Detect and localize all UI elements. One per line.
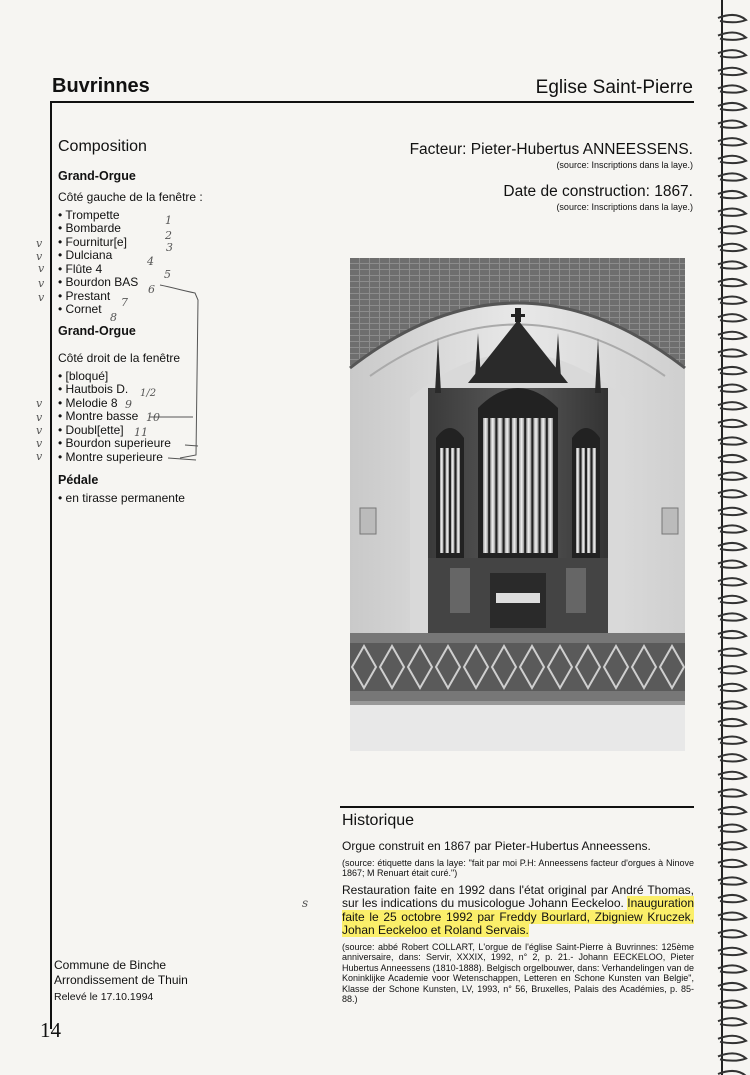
organ-pipe: [483, 418, 488, 553]
tick-mark: v: [36, 437, 43, 450]
stop-item: • Melodie 8: [58, 397, 328, 411]
history-source: (source: abbé Robert COLLART, L'orgue de l'église Saint-Pierre à Buvrinnes: 125ème anniversaire, dans: Servir, XXXIX, 1992, n° 2, p. 21.- Johann EECKELOO, Pieter Hubertus Anneessens (1810-1888). Belgisch orgelbouwer, dans: Verhandelingen van de Koninklijke Academie voor Wetenschappen, Letteren en Schone Kunsten van Belgie", Klasse der Schone Kunsten, LV, 1993, n° 56, Bruxelles, Palais des Académies, p. 85-88.): [342, 941, 694, 1004]
stop-item: • Trompette: [58, 209, 328, 223]
footer-block: [54, 958, 188, 1005]
stop-item: • Dulciana: [58, 249, 328, 263]
left-margin-rule: [50, 101, 52, 1029]
historique-rule: [340, 806, 694, 808]
stop-list: [58, 209, 328, 317]
tick-mark: v: [36, 424, 43, 437]
stop-item: • Bourdon superieure: [58, 437, 328, 451]
stop-item: • Prestant: [58, 290, 328, 304]
restoration-text: Restauration faite en 1992 dans l'état original par André Thomas, sur les indications du musicologue Johann Eeckeloo.: [342, 882, 694, 910]
date-line: Date de construction: 1867.: [503, 183, 693, 200]
organ-pipe: [587, 448, 591, 553]
margin-letter: s: [302, 896, 309, 910]
section-heading: Grand-Orgue: [58, 168, 136, 183]
stop-item: • Cornet: [58, 303, 328, 317]
spiral-binding: [716, 0, 750, 1075]
stop-item: • Montre basse: [58, 410, 328, 424]
builder-source: (source: Inscriptions dans la laye.): [556, 160, 693, 170]
organ-pipe: [451, 448, 455, 553]
stop-item: • Fournitur[e]: [58, 236, 328, 250]
stop-item: • Doubl[ette]: [58, 424, 328, 438]
stop-item: • Flûte 4: [58, 263, 328, 277]
organ-pipe: [593, 448, 597, 553]
tick-mark: v: [36, 411, 43, 424]
composition-title: Composition: [58, 138, 147, 155]
handwritten-number: 11: [134, 426, 148, 439]
town-name: Buvrinnes: [52, 75, 150, 97]
organ-photo: [350, 258, 685, 751]
organ-pipe: [440, 448, 444, 553]
handwritten-number: 1: [165, 214, 172, 227]
section-subheading: Côté gauche de la fenêtre :: [58, 190, 203, 204]
stop-item: • Bombarde: [58, 222, 328, 236]
stop-item: • Bourdon BAS: [58, 276, 328, 290]
historique-title: Historique: [342, 812, 415, 829]
handwritten-number: 4: [147, 255, 154, 268]
commune: Commune de Binche: [54, 958, 167, 972]
stop-item: • Hautbois D.: [58, 383, 328, 397]
handwritten-number: 8: [110, 311, 117, 324]
handwritten-number: 7: [121, 296, 128, 309]
highlighted-inauguration-text: Inauguration faite le 25 octobre 1992 par Freddy Bourlard, Zbigniew Kruczek, Johan Eeckeloo et Roland Servais.: [342, 896, 694, 937]
organ-pipe: [533, 418, 538, 553]
organ-pipe: [541, 418, 546, 553]
handwritten-number: 9: [125, 398, 132, 411]
stop-list: [58, 370, 328, 465]
handwritten-number: 2: [165, 229, 172, 242]
tick-mark: v: [36, 397, 43, 410]
header-rule: [50, 101, 694, 103]
organ-pipe: [576, 448, 580, 553]
date-source: (source: Inscriptions dans la laye.): [556, 202, 693, 212]
handwritten-number: 10: [146, 411, 160, 424]
stop-item: • [bloqué]: [58, 370, 328, 384]
organ-pipe: [505, 418, 510, 553]
tick-mark: v: [36, 237, 43, 250]
handwritten-number: 6: [148, 283, 155, 296]
survey-date: Relevé le 17.10.1994: [54, 991, 154, 1003]
tick-mark: v: [36, 250, 43, 263]
organ-pipe: [490, 418, 495, 553]
section-heading: Grand-Orgue: [58, 323, 136, 338]
arrondissement: Arrondissement de Thuin: [54, 973, 188, 987]
handwritten-number: 5: [164, 268, 171, 281]
organ-pipe: [512, 418, 517, 553]
page-number: 14: [40, 1018, 61, 1042]
tick-mark: v: [38, 262, 45, 275]
organ-pipe: [582, 448, 586, 553]
stop-item: • Montre superieure: [58, 451, 328, 465]
organ-info: [313, 141, 693, 225]
organ-pipe: [457, 448, 461, 553]
organ-pipe: [526, 418, 531, 553]
organ-pipe: [446, 448, 450, 553]
section-subheading: Côté droit de la fenêtre: [58, 351, 181, 365]
organ-pipe: [548, 418, 553, 553]
composition-section: [58, 140, 328, 505]
tick-mark: v: [36, 450, 43, 463]
stop-item: • en tirasse permanente: [58, 492, 328, 506]
section-heading: Pédale: [58, 473, 99, 487]
historique-section: [342, 812, 694, 1010]
organ-pipe: [519, 418, 524, 553]
history-paragraph: Orgue construit en 1867 par Pieter-Hubertus Anneessens.: [342, 839, 651, 853]
tick-mark: v: [38, 277, 45, 290]
handwritten-number: 3: [166, 241, 173, 254]
organ-pipe: [497, 418, 502, 553]
handwritten-number: 1/2: [140, 388, 157, 399]
history-source: (source: étiquette dans la laye: "fait par moi P.H: Anneessens facteur d'orgues à Ninove 1867; M Renuart était curé."): [342, 857, 694, 878]
church-name: Eglise Saint-Pierre: [535, 77, 693, 98]
stop-list: [58, 492, 328, 506]
tick-mark: v: [38, 291, 45, 304]
history-paragraph: [342, 884, 694, 938]
builder-line: Facteur: Pieter-Hubertus ANNEESSENS.: [409, 141, 693, 158]
